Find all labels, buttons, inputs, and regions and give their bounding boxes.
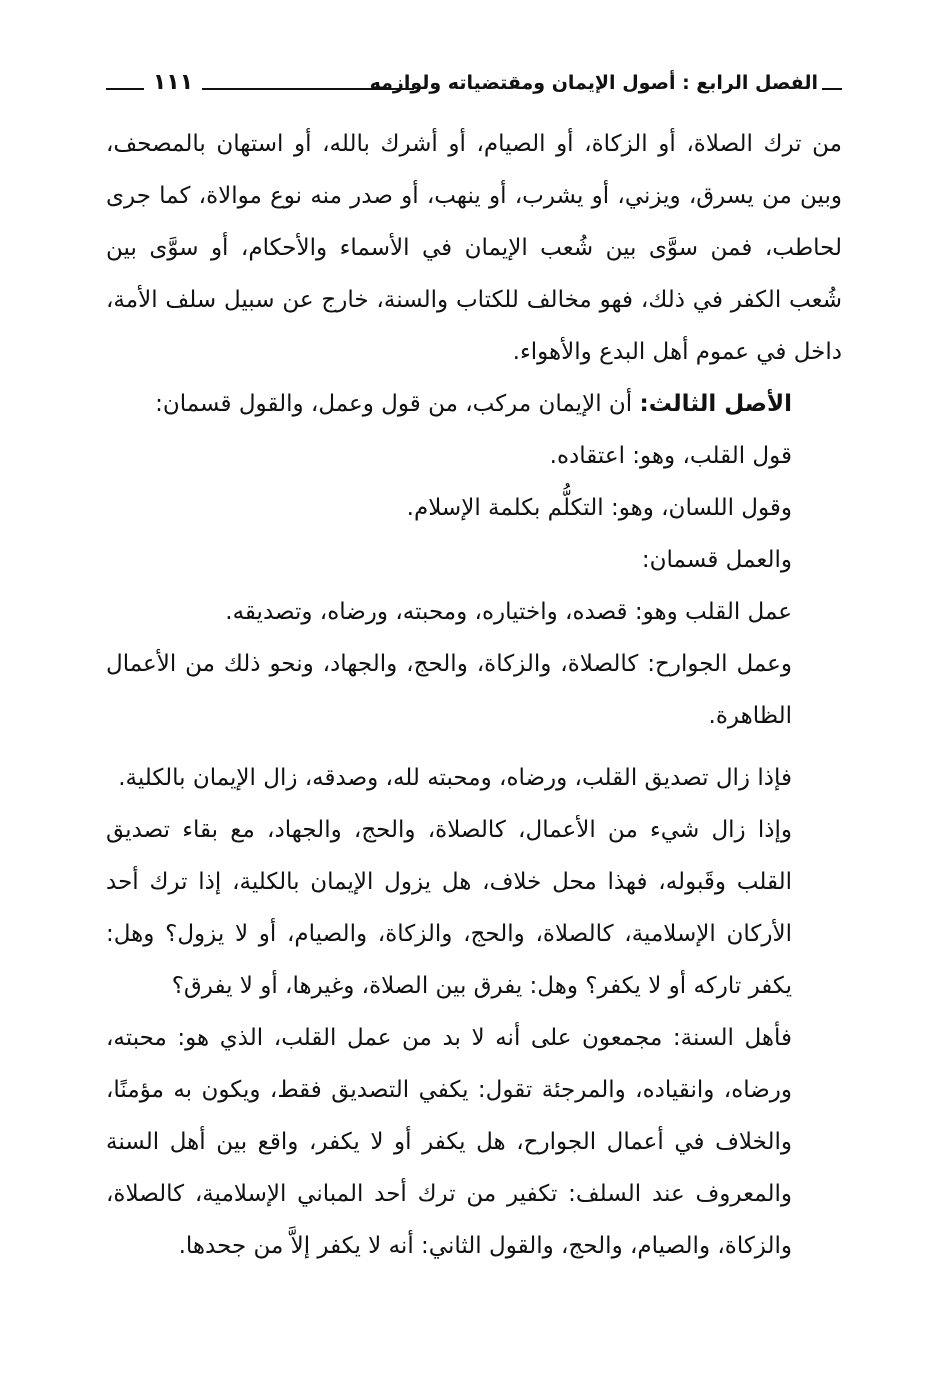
body-text	[106, 118, 842, 1272]
principle-heading: الأصل الثالث:	[639, 391, 792, 417]
principle-text: أن الإيمان مركب، من قول وعمل، والقول قسمان:	[155, 391, 640, 417]
paragraph-6: عمل القلب وهو: قصده، واختياره، ومحبته، ورضاه، وتصديقه.	[225, 599, 792, 625]
paragraph-5: والعمل قسمان:	[641, 547, 792, 573]
header-rule-right	[822, 88, 842, 90]
page-number: ١١١	[152, 70, 194, 95]
paragraph-7: وعمل الجوارح: كالصلاة، والزكاة، والحج، والجهاد، ونحو ذلك من الأعمال الظاهرة.	[106, 651, 792, 729]
paragraph-10: فأهل السنة: مجمعون على أنه لا بد من عمل القلب، الذي هو: محبته، ورضاه، وانقياده، والمرجئة تقول: يكفي التصديق فقط، ويكون به مؤمنًا، والخلاف في أعمال الجوارح، هل يكفر أو لا يكفر، واقع بين أهل السنة والمعروف عند السلف: تكفير من ترك أحد المباني الإسلامية، كالصلاة، والزكاة، والصيام، والحج، والقول الثاني: أنه لا يكفر إلاَّ من جحدها.	[106, 1025, 792, 1259]
paragraph-2	[106, 378, 842, 430]
running-title: الفصل الرابع : أصول الإيمان ومقتضياته ولوازمه	[369, 72, 818, 94]
paragraph-9: وإذا زال شيء من الأعمال، كالصلاة، والحج، والجهاد، مع بقاء تصديق القلب وقَبوله، فهذا محل خلاف، هل يزول الإيمان بالكلية، إذا ترك أحد الأركان الإسلامية، كالصلاة، والحج، والزكاة، والصيام، أو لا يزول؟ وهل: يكفر تاركه أو لا يكفر؟ وهل: يفرق بين الصلاة، وغيرها، أو لا يفرق؟	[106, 817, 792, 999]
paragraph-3: قول القلب، وهو: اعتقاده.	[549, 443, 792, 469]
header-rule-left	[106, 88, 144, 90]
paragraph-8: فإذا زال تصديق القلب، ورضاه، ومحبته لله، وصدقه، زال الإيمان بالكلية.	[118, 765, 792, 791]
page-header	[106, 70, 842, 104]
paragraph-4: وقول اللسان، وهو: التكلُّم بكلمة الإسلام.	[406, 495, 792, 521]
paragraph-1: من ترك الصلاة، أو الزكاة، أو الصيام، أو أشرك بالله، أو استهان بالمصحف، وبين من يسرق، ويزني، أو يشرب، أو ينهب، أو صدر منه نوع موالاة، كما جرى لحاطب، فمن سوَّى بين شُعب الإيمان في الأسماء والأحكام، أو سوَّى بين شُعب الكفر في ذلك، فهو مخالف للكتاب والسنة، خارج عن سبيل سلف الأمة، داخل في عموم أهل البدع والأهواء.	[106, 131, 842, 365]
